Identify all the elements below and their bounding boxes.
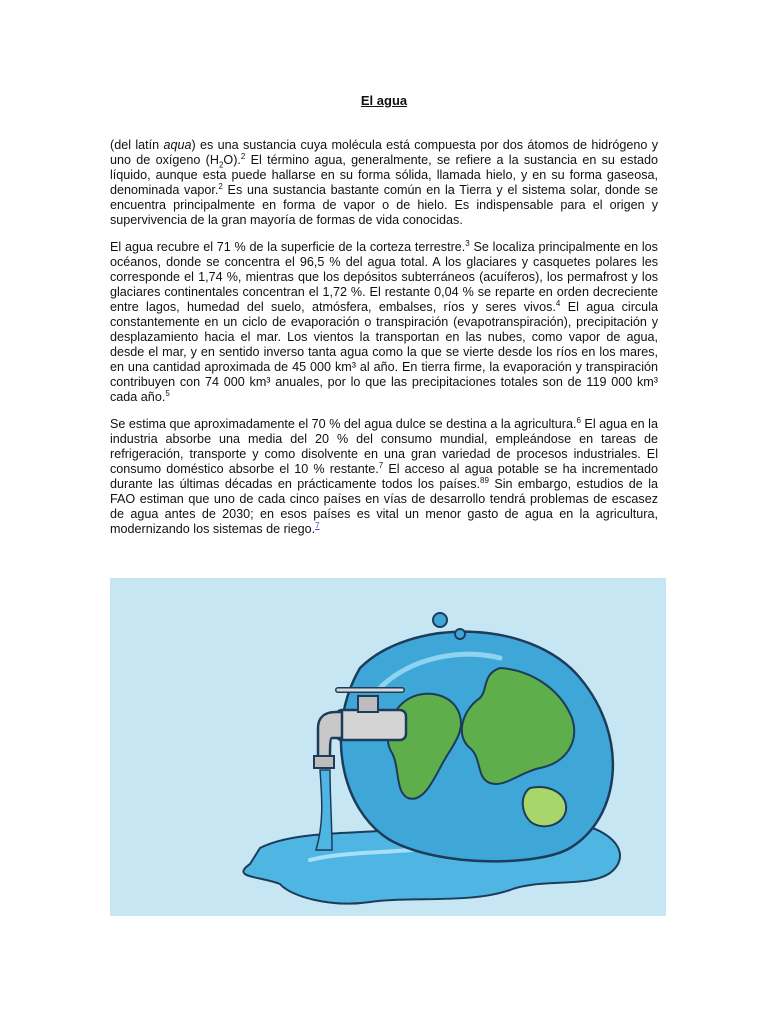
- footnote-ref[interactable]: 3: [465, 238, 470, 248]
- melting-earth-faucet-icon: [110, 578, 666, 916]
- footnote-link[interactable]: 7: [315, 520, 320, 530]
- footnote-ref[interactable]: 2: [218, 181, 223, 191]
- page-title: El agua: [360, 93, 408, 108]
- document-body: [110, 138, 658, 537]
- footnote-ref[interactable]: 6: [576, 415, 581, 425]
- footnote-ref[interactable]: 7: [378, 460, 384, 470]
- paragraph-2: El agua recubre el 71 % de la superficie de la corteza terrestre.$^3$ Se localiza principalmente en los océanos, donde se concentra el 96,5 % del agua total. A los glaciares y casquetes polares les corresponde el 1,74 %, mientras que los depósitos subterráneos (acuíferos), los permafrost y los glaciares continentales concentran el 1,72 %. El restante 0,04 % se reparte en orden decreciente entre lagos, humedad del suelo, atmósfera, embalses, ríos y seres vivos.$^4$ El agua circula constantemente en un ciclo de evaporación o transpiración (evapotranspiración), precipitación y desplazamiento hacia el mar. Los vientos la transportan en las nubes, como vapor de agua, desde el mar, y en sentido inverso tanta agua como la que se vierte desde los ríos en los mares, en una cantidad aproximada de 45 000 km³ al año. En tierra firme, la evaporación y transpiración contribuyen con 74 000 km³ anuales, por lo que las precipitaciones totales son de 119 000 km³ cada año.$^5$: [110, 238, 658, 404]
- footnote-ref[interactable]: 2: [240, 151, 246, 161]
- melting-earth-illustration: [110, 578, 666, 916]
- footnote-ref[interactable]: 89: [480, 475, 489, 485]
- footnote-ref[interactable]: 4: [555, 298, 561, 308]
- paragraph-3: Se estima que aproximadamente el 70 % del agua dulce se destina a la agricultura.$^6$ El agua en la industria absorbe una media del 20 % del consumo mundial, empleándose en tareas de refrigeración, transporte y como disolvente en una gran variedad de procesos industriales. El consumo doméstico absorbe el 10 % restante.$^7$ El acceso al agua potable se ha incrementado durante las últimas décadas en prácticamente todos los países.$^{89}$ Sin embargo, estudios de la FAO estiman que uno de cada cinco países en vías de desarrollo tendrá problemas de escasez de agua antes de 2030; en esos países es vital un menor gasto de agua en la agricultura, modernizando los sistemas de riego.$^7$: [110, 415, 659, 536]
- footnote-ref[interactable]: 5: [165, 388, 170, 398]
- paragraph-1: (del latín aqua) es una sustancia cuya molécula está compuesta por dos átomos de hidrógeno y uno de oxígeno $(H_2O).^2$ El término agua, generalmente, se refiere a la sustancia en su estado líquido, aunque esta puede hallarse en su forma sólida, llamada hielo, y en su forma gaseosa, denominada vapor.$^2$ Es una sustancia bastante común en la Tierra y el sistema solar, donde se encuentra principalmente en forma de vapor o de hielo. Es indispensable para el origen y supervivencia de la gran mayoría de formas de vida conocidas.: [110, 138, 658, 227]
